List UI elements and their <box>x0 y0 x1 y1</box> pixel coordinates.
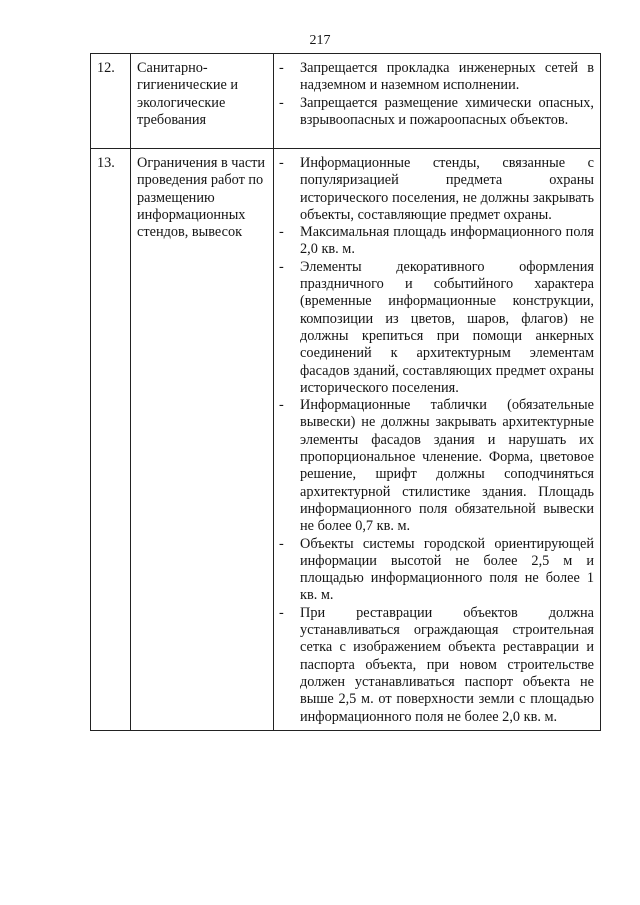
list-item <box>278 95 594 130</box>
list-item <box>278 259 594 397</box>
requirement-text <box>274 149 601 731</box>
bullet-dash: - <box>279 397 284 414</box>
list-item <box>278 397 594 535</box>
row-number: 13. <box>91 149 131 731</box>
list-item-text: Максимальная площадь информационного поля 2,0 кв. м. <box>300 224 594 258</box>
page-number: 217 <box>309 33 331 48</box>
list-item-text: Информационные таблички (обязательные вывески) не должны закрывать архитектурные элементы фасадов здания и нарушать их пропорциональное членение. Форма, цветовое решение, шрифт должны соподчиняться архитектурной стилистике здания. Площадь информационного поля обязательной вывески не более 0,7 кв. м. <box>300 397 594 535</box>
list-item <box>278 536 594 605</box>
list-item <box>278 224 594 259</box>
bullet-dash: - <box>279 94 284 111</box>
row-number: 12. <box>91 54 131 149</box>
requirement-name: Ограничения в части проведения работ по размещению информационных стендов, вывесок <box>131 149 274 731</box>
list-item-text: Информационные стенды, связанные с популяризацией предмета охраны исторического поселения, не должны закрывать объекты, составляющие предмет охраны. <box>300 155 594 223</box>
regulations-table <box>90 53 601 731</box>
table-row <box>91 149 601 731</box>
bullet-dash: - <box>279 604 284 621</box>
requirement-name: Санитарно-гигиенические и экологические требования <box>131 54 274 149</box>
bullet-dash: - <box>279 535 284 552</box>
list-item-text: При реставрации объектов должна устанавливаться ограждающая строительная сетка с изображением объекта реставрации и паспорта объекта, при новом строительстве должен устанавливаться паспорт объекта не выше 2,5 м. от поверхности земли с площадью информационного поля не более 2,0 кв. м. <box>300 604 594 725</box>
bullet-dash: - <box>279 60 284 76</box>
list-item-text: Объекты системы городской ориентирующей информации высотой не более 2,5 м и площадью информационного поля не более 1 кв. м. <box>300 535 594 604</box>
bullet-dash: - <box>279 155 284 171</box>
bullet-dash: - <box>279 258 284 275</box>
list-item-text: Запрещается размещение химически опасных, взрывоопасных и пожароопасных объектов. <box>300 94 594 128</box>
list-item-text: Запрещается прокладка инженерных сетей в надземном и наземном исполнении. <box>300 60 594 94</box>
table-row <box>91 54 601 149</box>
list-item <box>278 155 594 224</box>
bullet-dash: - <box>279 224 284 241</box>
list-item-text: Элементы декоративного оформления праздничного и событийного характера (временные информационные конструкции, композиции из цветов, шаров, флагов) не должны крепиться при помощи анкерных соединений к архитектурным элементам фасадов зданий, составляющих предмет охраны исторического поселения. <box>300 258 594 396</box>
list-item <box>278 605 594 726</box>
list-item <box>278 60 594 95</box>
requirement-text <box>274 54 601 149</box>
